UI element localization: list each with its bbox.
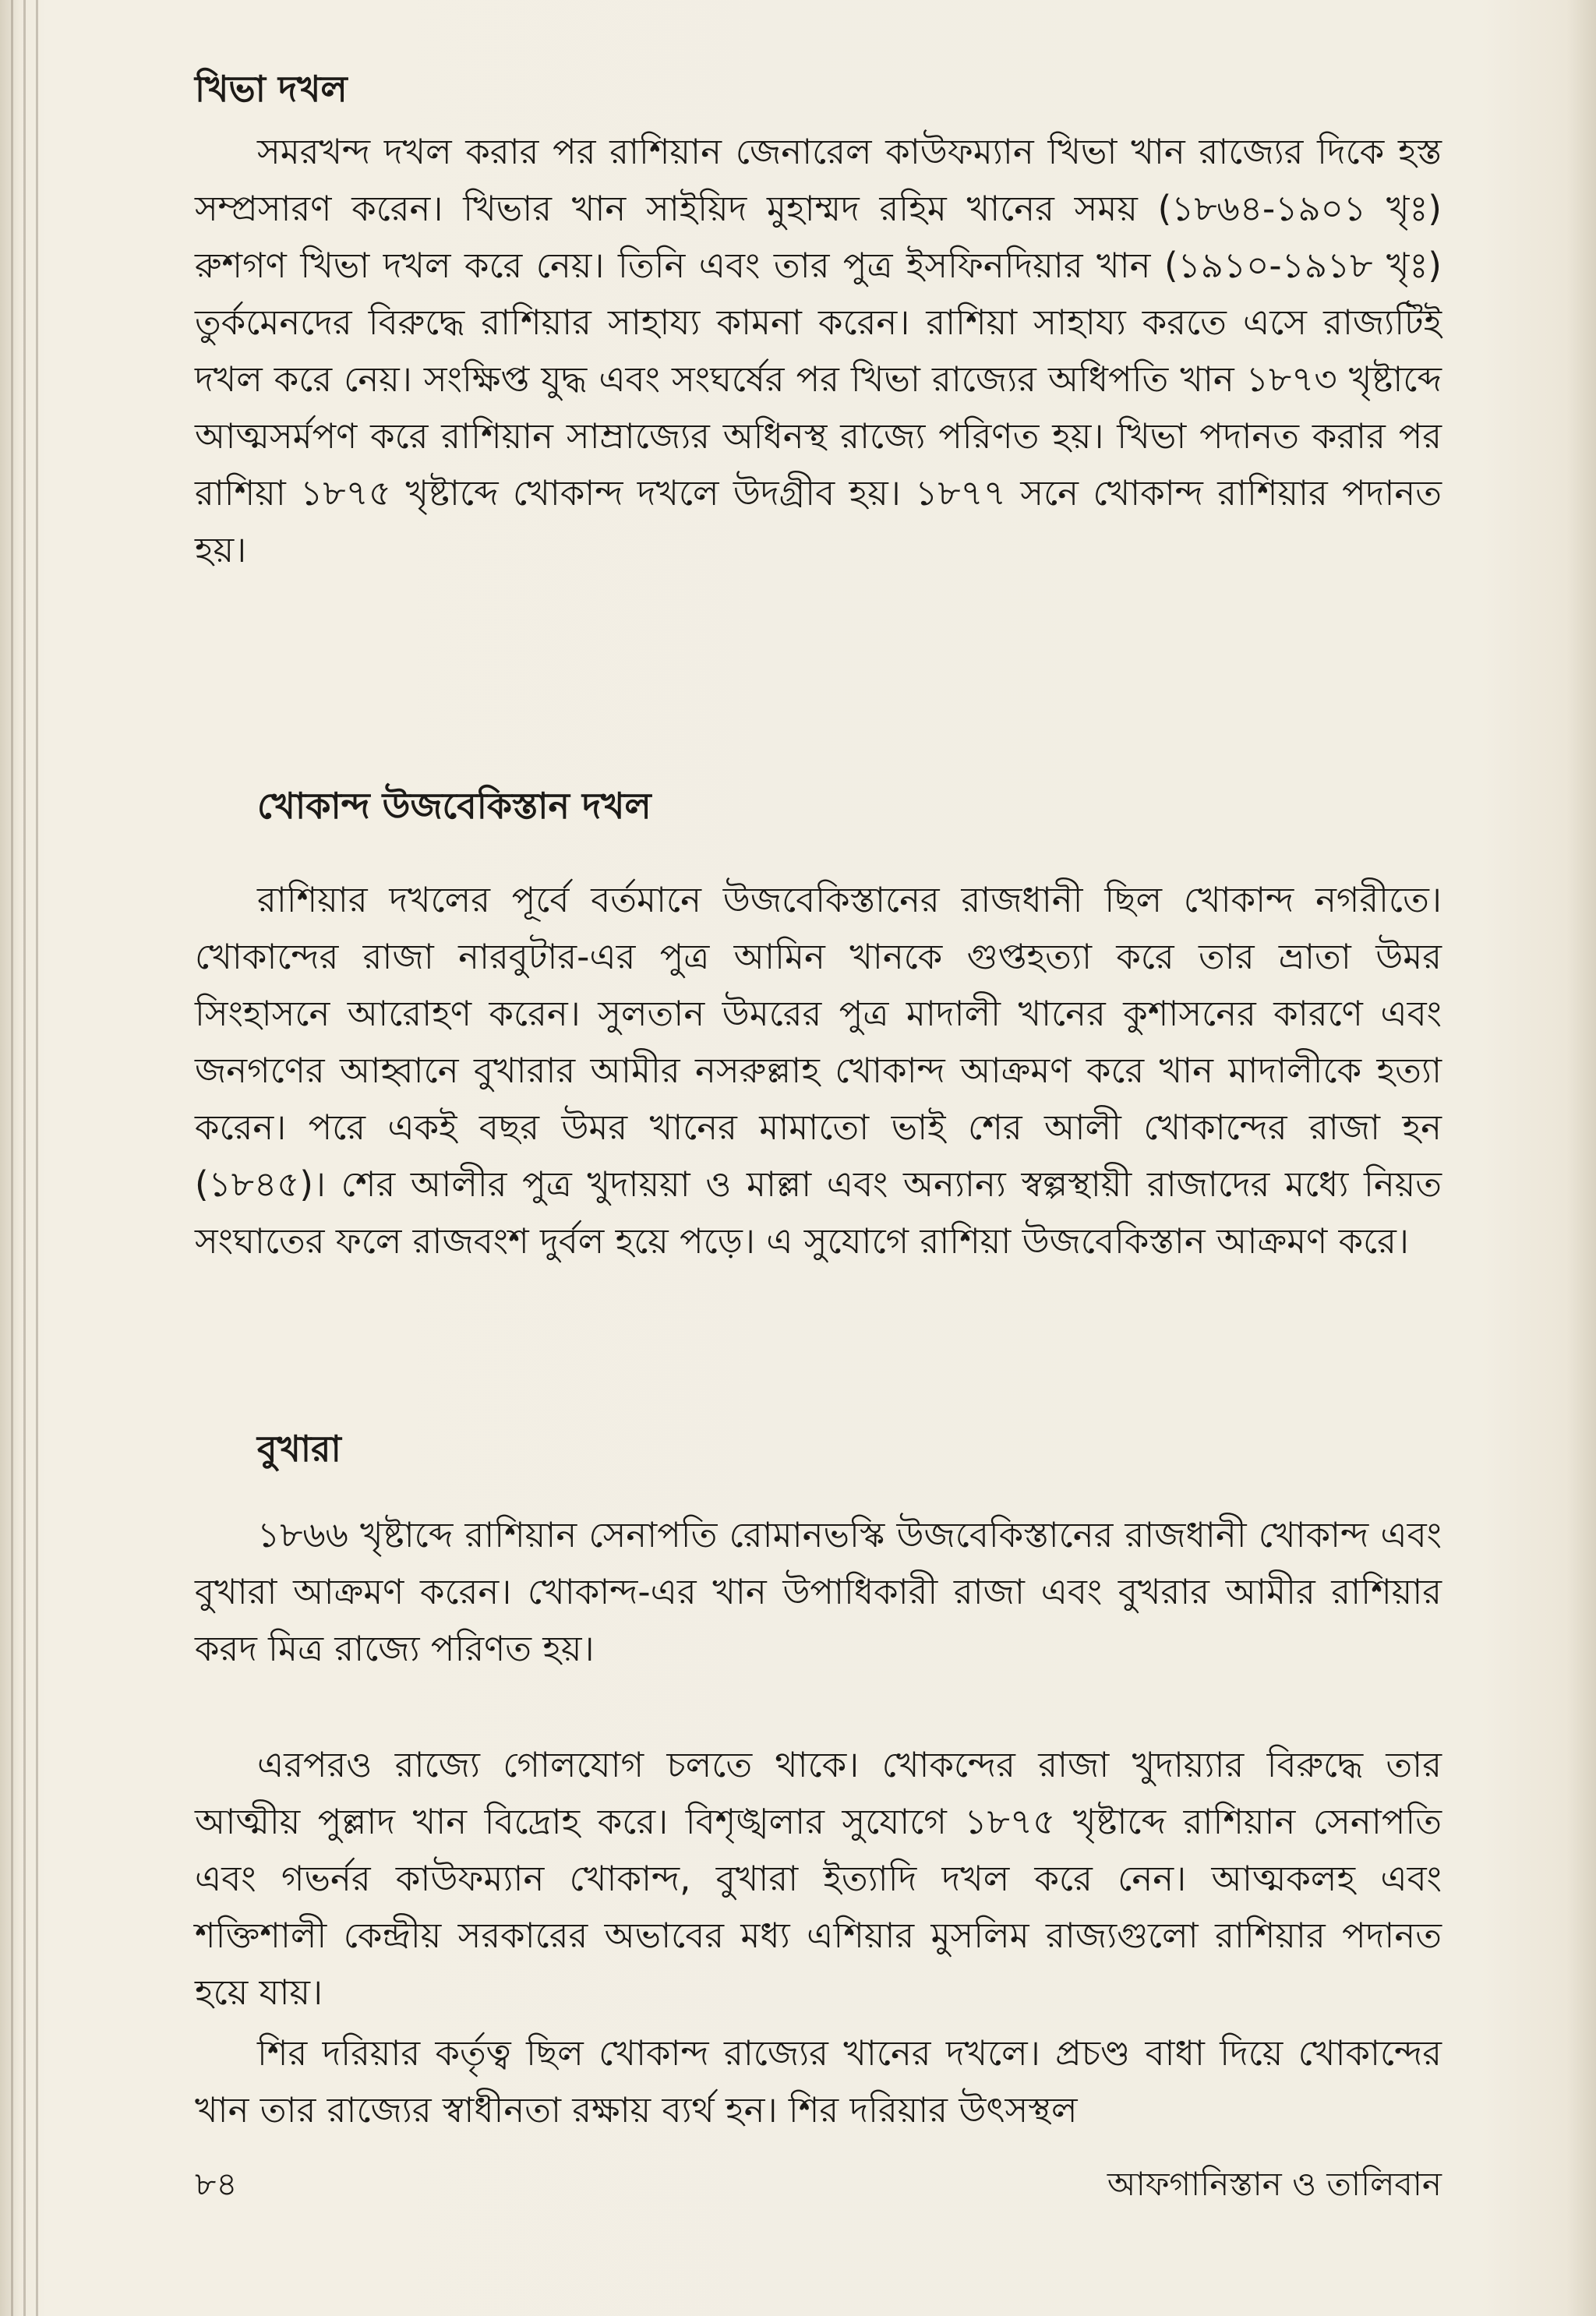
section-heading-bukhara: বুখারা [257, 1428, 341, 1470]
page-number: ৮৪ [195, 2165, 238, 2203]
page-edge [36, 0, 38, 2316]
page-edge [11, 0, 13, 2316]
section-heading-khokand: খোকান্দ উজবেকিস্তান দখল [257, 785, 651, 827]
paragraph: সমরখন্দ দখল করার পর রাশিয়ান জেনারেল কাউফম্যান খিভা খান রাজ্যের দিকে হস্ত সম্প্রসারণ করেন। খিভার খান সাইয়িদ মুহাম্মদ রহিম খানের সময় (১৮৬৪-১৯০১ খৃঃ) রুশগণ খিভা দখল করে নেয়। তিনি এবং তার পুত্র ইসফিনদিয়ার খান (১৯১০-১৯১৮ খৃঃ) তুর্কমেনদের বিরুদ্ধে রাশিয়ার সাহায্য কামনা করেন। রাশিয়া সাহায্য করতে এসে রাজ্যটিই দখল করে নেয়। সংক্ষিপ্ত যুদ্ধ এবং সংঘর্ষের পর খিভা রাজ্যের অধিপতি খান ১৮৭৩ খৃষ্টাব্দে আত্মসর্মপণ করে রাশিয়ান সাম্রাজ্যের অধিনস্থ রাজ্যে পরিণত হয়। খিভা পদানত করার পর রাশিয়া ১৮৭৫ খৃষ্টাব্দে খোকান্দ দখলে উদগ্রীব হয়। ১৮৭৭ সনে খোকান্দ রাশিয়ার পদানত হয়। [195, 131, 1442, 570]
running-title: আফগানিস্তান ও তালিবান [1107, 2165, 1442, 2203]
paragraph: রাশিয়ার দখলের পূর্বে বর্তমানে উজবেকিস্তানের রাজধানী ছিল খোকান্দ নগরীতে। খোকান্দের রাজা নারবুটার-এর পুত্র আমিন খানকে গুপ্তহত্যা করে তার ভ্রাতা উমর সিংহাসনে আরোহণ করেন। সুলতান উমরের পুত্র মাদালী খানের কুশাসনের কারণে এবং জনগণের আহ্বানে বুখারার আমীর নসরুল্লাহ খোকান্দ আক্রমণ করে খান মাদালীকে হত্যা করেন। পরে একই বছর উমর খানের মামাতো ভাই শের আলী খোকান্দের রাজা হন (১৮৪৫)। শের আলীর পুত্র খুদায়য়া ও মাল্লা এবং অন্যান্য স্বল্পস্থায়ী রাজাদের মধ্যে নিয়ত সংঘাতের ফলে রাজবংশ দুর্বল হয়ে পড়ে। এ সুযোগে রাশিয়া উজবেকিস্তান আক্রমণ করে। [195, 879, 1442, 1262]
page-edge [23, 0, 26, 2316]
paragraph: শির দরিয়ার কর্তৃত্ব ছিল খোকান্দ রাজ্যের খানের দখলে। প্রচণ্ড বাধা দিয়ে খোকান্দের খান তার রাজ্যের স্বাধীনতা রক্ষায় ব্যর্থ হন। শির দরিয়ার উৎসস্থল [195, 2032, 1442, 2131]
section-heading-khiva: খিভা দখল [195, 68, 348, 110]
paragraph: ১৮৬৬ খৃষ্টাব্দে রাশিয়ান সেনাপতি রোমানভস্কি উজবেকিস্তানের রাজধানী খোকান্দ এবং বুখারা আক্রমণ করেন। খোকান্দ-এর খান উপাধিকারী রাজা এবং বুখরার আমীর রাশিয়ার করদ মিত্র রাজ্যে পরিণত হয়। [195, 1514, 1442, 1669]
paragraph: এরপরও রাজ্যে গোলযোগ চলতে থাকে। খোকন্দের রাজা খুদায়্যার বিরুদ্ধে তার আত্মীয় পুল্লাদ খান বিদ্রোহ করে। বিশৃঙ্খলার সুযোগে ১৮৭৫ খৃষ্টাব্দে রাশিয়ান সেনাপতি এবং গভর্নর কাউফম্যান খোকান্দ, বুখারা ইত্যাদি দখল করে নেন। আত্মকলহ এবং শক্তিশালী কেন্দ্রীয় সরকারের অভাবের মধ্য এশিয়ার মুসলিম রাজ্যগুলো রাশিয়ার পদানত হয়ে যায়। [195, 1744, 1442, 2013]
